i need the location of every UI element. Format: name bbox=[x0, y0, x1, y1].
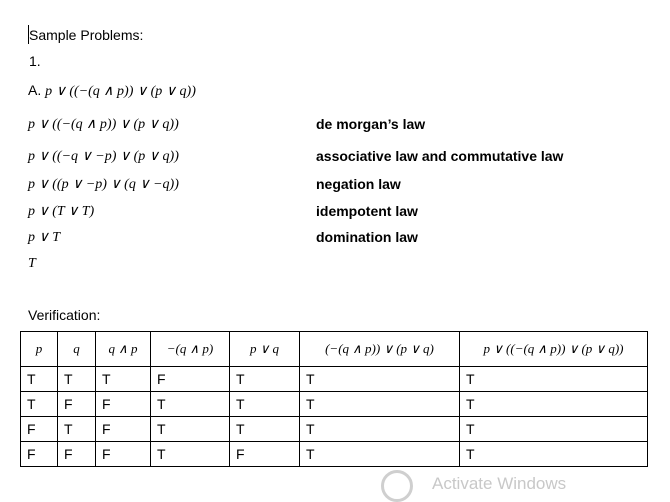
step-expression: p ∨ T bbox=[28, 230, 61, 245]
column-header: q bbox=[58, 332, 96, 367]
verification-label: Verification: bbox=[28, 307, 101, 323]
column-header: p bbox=[21, 332, 58, 367]
column-header: −(q ∧ p) bbox=[151, 332, 230, 367]
activation-watermark: Activate Windows bbox=[432, 474, 567, 493]
step-law: de morgan’s law bbox=[316, 116, 426, 132]
step-law: idempotent law bbox=[316, 203, 418, 219]
table-cell: T bbox=[300, 417, 460, 442]
table-cell: F bbox=[96, 442, 151, 467]
table-cell: F bbox=[96, 417, 151, 442]
table-cell: T bbox=[21, 367, 58, 392]
step-law: associative law and commutative law bbox=[316, 148, 564, 164]
table-row bbox=[21, 417, 648, 442]
table-cell: F bbox=[96, 392, 151, 417]
step-expression: p ∨ (T ∨ T) bbox=[28, 204, 95, 219]
heading: Sample Problems: bbox=[29, 27, 144, 43]
table-cell: F bbox=[21, 442, 58, 467]
problem-expression: p ∨ ((−(q ∧ p)) ∨ (p ∨ q)) bbox=[45, 84, 196, 99]
table-cell: T bbox=[58, 367, 96, 392]
table-cell: T bbox=[151, 392, 230, 417]
step-law: negation law bbox=[316, 176, 401, 192]
table-cell: F bbox=[151, 367, 230, 392]
table-cell: T bbox=[460, 367, 648, 392]
table-cell: F bbox=[58, 442, 96, 467]
problem-line bbox=[28, 82, 196, 100]
table-row bbox=[21, 367, 648, 392]
table-cell: T bbox=[460, 417, 648, 442]
table-cell: F bbox=[21, 417, 58, 442]
table-cell: T bbox=[151, 417, 230, 442]
column-header: q ∧ p bbox=[96, 332, 151, 367]
step-expression: p ∨ ((−q ∨ −p) ∨ (p ∨ q)) bbox=[28, 149, 179, 164]
table-cell: T bbox=[151, 442, 230, 467]
table-cell: T bbox=[300, 392, 460, 417]
table-cell: T bbox=[460, 392, 648, 417]
table-cell: F bbox=[58, 392, 96, 417]
table-cell: T bbox=[300, 442, 460, 467]
column-header: p ∨ ((−(q ∧ p)) ∨ (p ∨ q)) bbox=[460, 332, 648, 367]
table-row bbox=[21, 442, 648, 467]
item-number: 1. bbox=[29, 53, 41, 69]
column-header: (−(q ∧ p)) ∨ (p ∨ q) bbox=[300, 332, 460, 367]
table-cell: T bbox=[96, 367, 151, 392]
table-row bbox=[21, 392, 648, 417]
table-cell: F bbox=[230, 442, 300, 467]
table-cell: T bbox=[230, 392, 300, 417]
step-law: domination law bbox=[316, 229, 418, 245]
table-cell: T bbox=[58, 417, 96, 442]
table-cell: T bbox=[21, 392, 58, 417]
truth-table bbox=[20, 331, 648, 467]
table-cell: T bbox=[230, 417, 300, 442]
step-expression: p ∨ ((−(q ∧ p)) ∨ (p ∨ q)) bbox=[28, 117, 179, 132]
table-cell: T bbox=[300, 367, 460, 392]
windows-activation-icon bbox=[381, 470, 413, 502]
column-header: p ∨ q bbox=[230, 332, 300, 367]
table-cell: T bbox=[230, 367, 300, 392]
problem-label: A. bbox=[28, 82, 42, 98]
step-expression: p ∨ ((p ∨ −p) ∨ (q ∨ −q)) bbox=[28, 177, 179, 192]
step-expression: T bbox=[28, 256, 36, 271]
table-cell: T bbox=[460, 442, 648, 467]
table-header-row bbox=[21, 332, 648, 367]
